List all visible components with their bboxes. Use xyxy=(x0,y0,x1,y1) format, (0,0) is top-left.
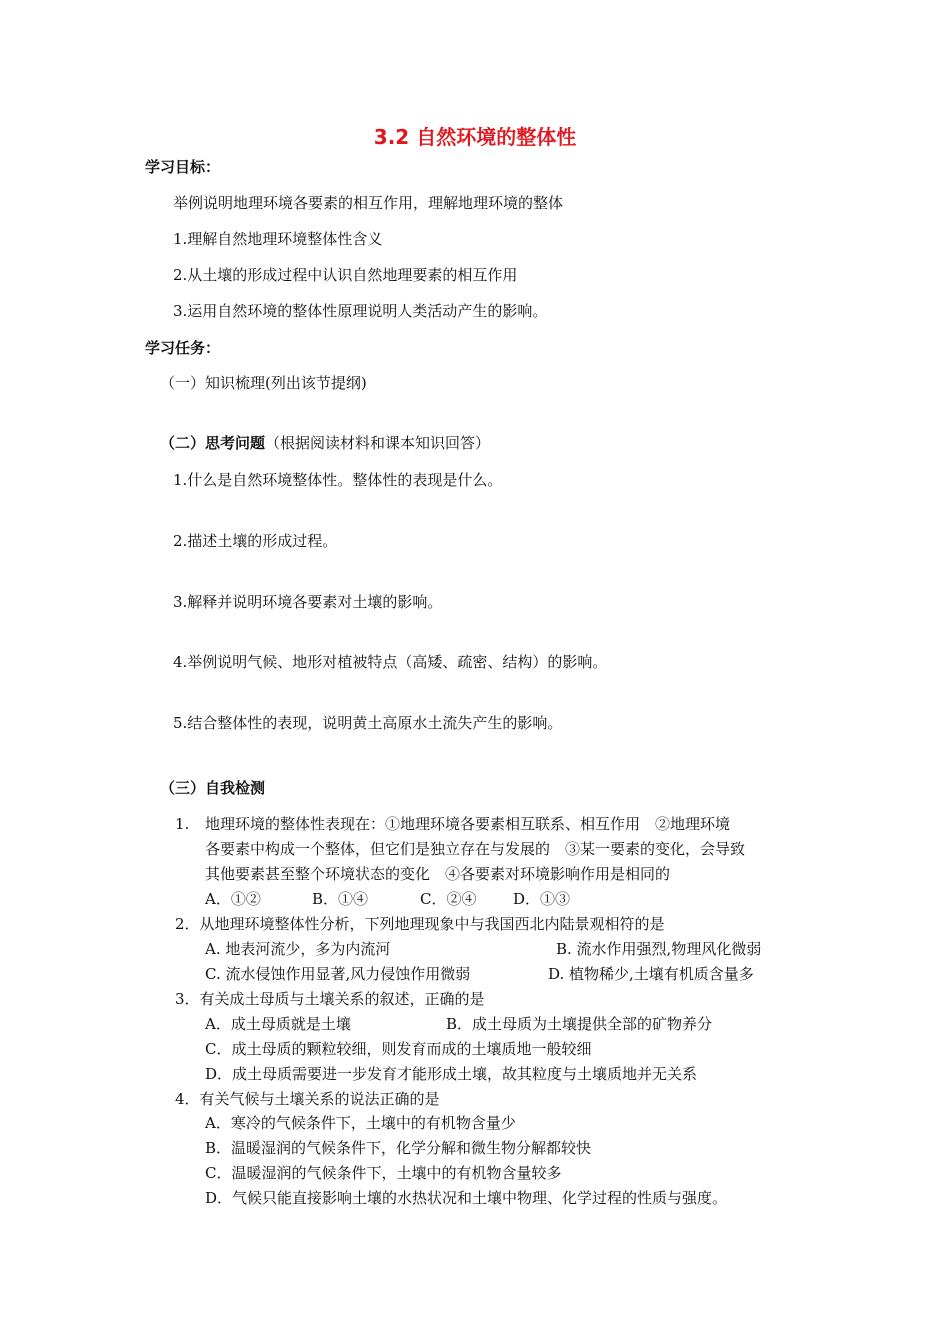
question-item: 4.举例说明气候、地形对植被特点（高矮、疏密、结构）的影响。 xyxy=(173,653,608,671)
test-q3-option-a: A．成土母质就是土壤 xyxy=(205,1015,351,1033)
task-part-2 xyxy=(160,433,490,453)
task-part-1: （一）知识梳理(列出该节提纲) xyxy=(160,374,367,392)
question-item: 1.什么是自然环境整体性。整体性的表现是什么。 xyxy=(173,471,503,489)
test-q2-stem: 2．从地理环境整体性分析，下列地理现象中与我国西北内陆景观相符的是 xyxy=(175,915,665,933)
test-q3-option-d: D．成土母质需要进一步发育才能形成土壤，故其粒度与土壤质地并无关系 xyxy=(205,1065,698,1083)
test-q4-stem: 4．有关气候与土壤关系的说法正确的是 xyxy=(175,1090,440,1108)
test-q1-line: 地理环境的整体性表现在：①地理环境各要素相互联系、相互作用 ②地理环境 xyxy=(205,815,731,833)
test-q3-option-b: B．成土母质为土壤提供全部的矿物养分 xyxy=(446,1015,713,1033)
test-q2-option-d: D. 植物稀少,土壤有机质含量多 xyxy=(548,965,754,983)
objective-item: 1.理解自然地理环境整体性含义 xyxy=(173,230,383,248)
task-part-2-label: （二）思考问题 xyxy=(160,434,266,452)
test-q1-line: 其他要素甚至整个环境状态的变化 ④各要素对环境影响作用是相同的 xyxy=(205,865,671,883)
objective-item: 3.运用自然环境的整体性原理说明人类活动产生的影响。 xyxy=(173,302,548,320)
page-title: 3.2 自然环境的整体性 xyxy=(373,125,577,149)
test-q4-option-d: D．气候只能直接影响土壤的水热状况和土壤中物理、化学过程的性质与强度。 xyxy=(205,1189,728,1207)
objective-item: 2.从土壤的形成过程中认识自然地理要素的相互作用 xyxy=(173,266,518,284)
test-q1-line: 各要素中构成一个整体，但它们是独立存在与发展的 ③某一要素的变化，会导致 xyxy=(205,840,746,858)
test-q1-number: 1. xyxy=(175,815,190,833)
test-q2-option-a: A. 地表河流少，多为内流河 xyxy=(205,940,391,958)
test-q4-option-a: A．寒冷的气候条件下，土壤中的有机物含量少 xyxy=(205,1114,516,1132)
question-item: 2.描述土壤的形成过程。 xyxy=(173,532,338,550)
task-part-3: （三）自我检测 xyxy=(160,779,266,797)
question-item: 5.结合整体性的表现，说明黄土高原水土流失产生的影响。 xyxy=(173,714,563,732)
test-q2-option-b: B. 流水作用强烈,物理风化微弱 xyxy=(556,940,762,958)
test-q1-option: C．②④ xyxy=(420,890,477,908)
test-q1-option: B．①④ xyxy=(312,890,369,908)
test-q4-option-b: B．温暖湿润的气候条件下，化学分解和微生物分解都较快 xyxy=(205,1139,592,1157)
tasks-heading: 学习任务： xyxy=(145,339,221,357)
test-q3-option-c: C．成土母质的颗粒较细，则发育而成的土壤质地一般较细 xyxy=(205,1040,592,1058)
objectives-heading: 学习目标： xyxy=(145,158,221,176)
test-q3-stem: 3．有关成土母质与土壤关系的叙述，正确的是 xyxy=(175,990,485,1008)
test-q1-option: A．①② xyxy=(205,890,261,908)
question-item: 3.解释并说明环境各要素对土壤的影响。 xyxy=(173,593,443,611)
test-q4-option-c: C．温暖湿润的气候条件下，土壤中的有机物含量较多 xyxy=(205,1164,562,1182)
test-q2-option-c: C. 流水侵蚀作用显著,风力侵蚀作用微弱 xyxy=(205,965,471,983)
objectives-intro: 举例说明地理环境各要素的相互作用，理解地理环境的整体 xyxy=(173,194,564,212)
task-part-2-note: （根据阅读材料和课本知识回答） xyxy=(265,434,491,452)
test-q1-option: D．①③ xyxy=(513,890,571,908)
